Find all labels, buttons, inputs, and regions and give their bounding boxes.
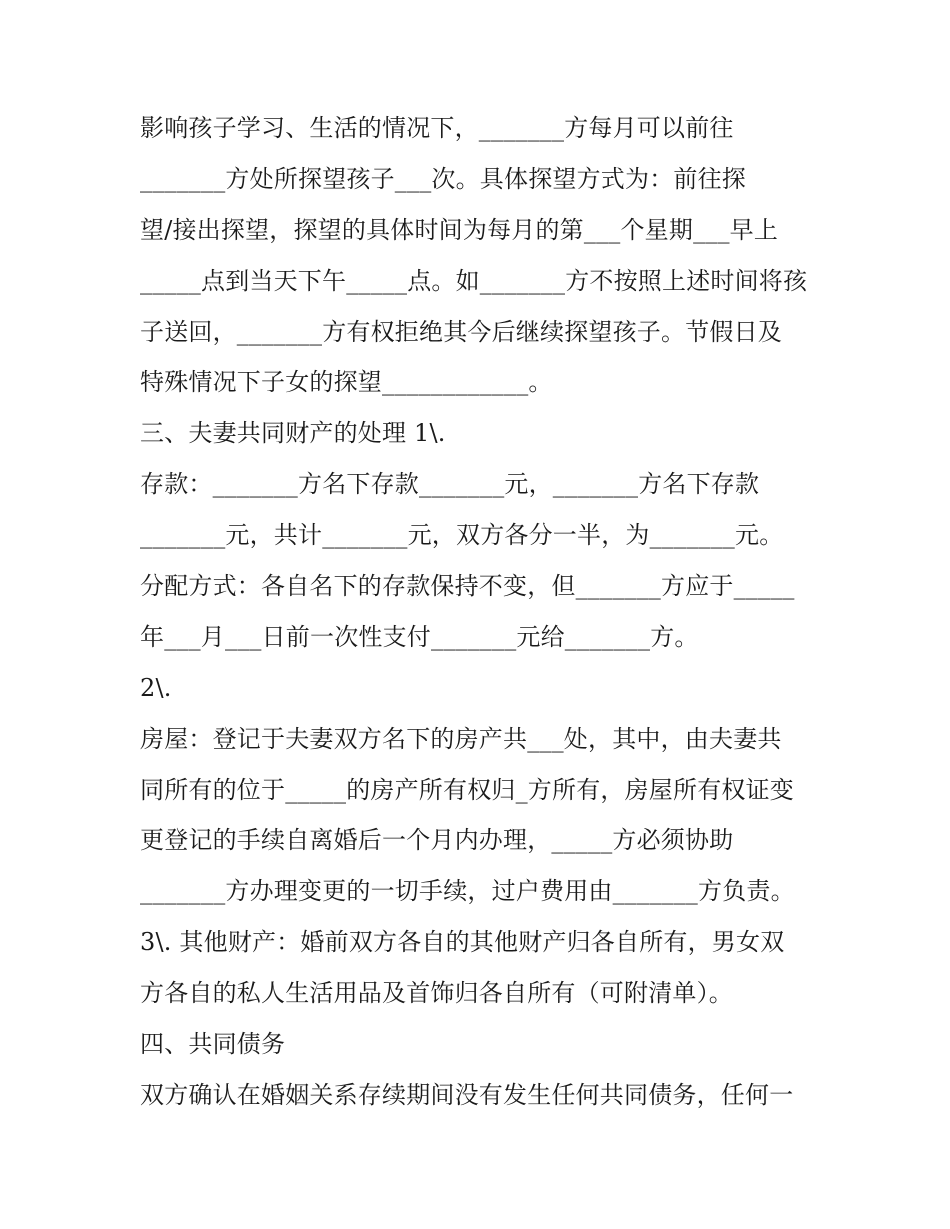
document-body (140, 103, 830, 1121)
item-number: 2\. (140, 673, 172, 702)
text-line: 存款：_______方名下存款_______元，_______方名下存款 (140, 470, 760, 499)
text-line: 望/接出探望，探望的具体时间为每月的第___个星期___早上 (140, 215, 779, 244)
text-line: 3\. 其他财产：婚前双方各自的其他财产归各自所有，男女双 (140, 928, 785, 957)
section-heading: 四、共同债务 (140, 1030, 286, 1059)
text-line: _______方处所探望孩子___次。具体探望方式为：前往探 (140, 164, 746, 193)
text-line: _____点到当天下午_____点。如_______方不按照上述时间将孩 (140, 266, 808, 295)
text-line: 特殊情况下子女的探望____________。 (140, 368, 553, 397)
text-line: 方各自的私人生活用品及首饰归各自所有（可附清单）。 (140, 979, 733, 1008)
text-line: 房屋：登记于夫妻双方名下的房产共___处，其中，由夫妻共 (140, 724, 782, 753)
text-line: 同所有的位于_____的房产所有权归_方所有，房屋所有权证变 (140, 775, 794, 804)
text-line: 影响孩子学习、生活的情况下，_______方每月可以前往 (140, 114, 734, 142)
section-heading: 三、夫妻共同财产的处理 1\. (140, 419, 446, 448)
text-line: 年___月___日前一次性支付_______元给_______方。 (140, 622, 699, 651)
text-line: 子送回，_______方有权拒绝其今后继续探望孩子。节假日及 (140, 317, 782, 346)
text-line: _______方办理变更的一切手续，过户费用由_______方负责。 (140, 877, 795, 906)
text-line: _______元，共计_______元，双方各分一半，为_______元。 (140, 521, 784, 550)
text-line: 双方确认在婚姻关系存续期间没有发生任何共同债务，任何一 (140, 1080, 794, 1109)
text-line: 分配方式：各自名下的存款保持不变，但_______方应于_____ (140, 572, 795, 601)
text-line: 更登记的手续自离婚后一个月内办理，_____方必须协助 (140, 826, 734, 855)
